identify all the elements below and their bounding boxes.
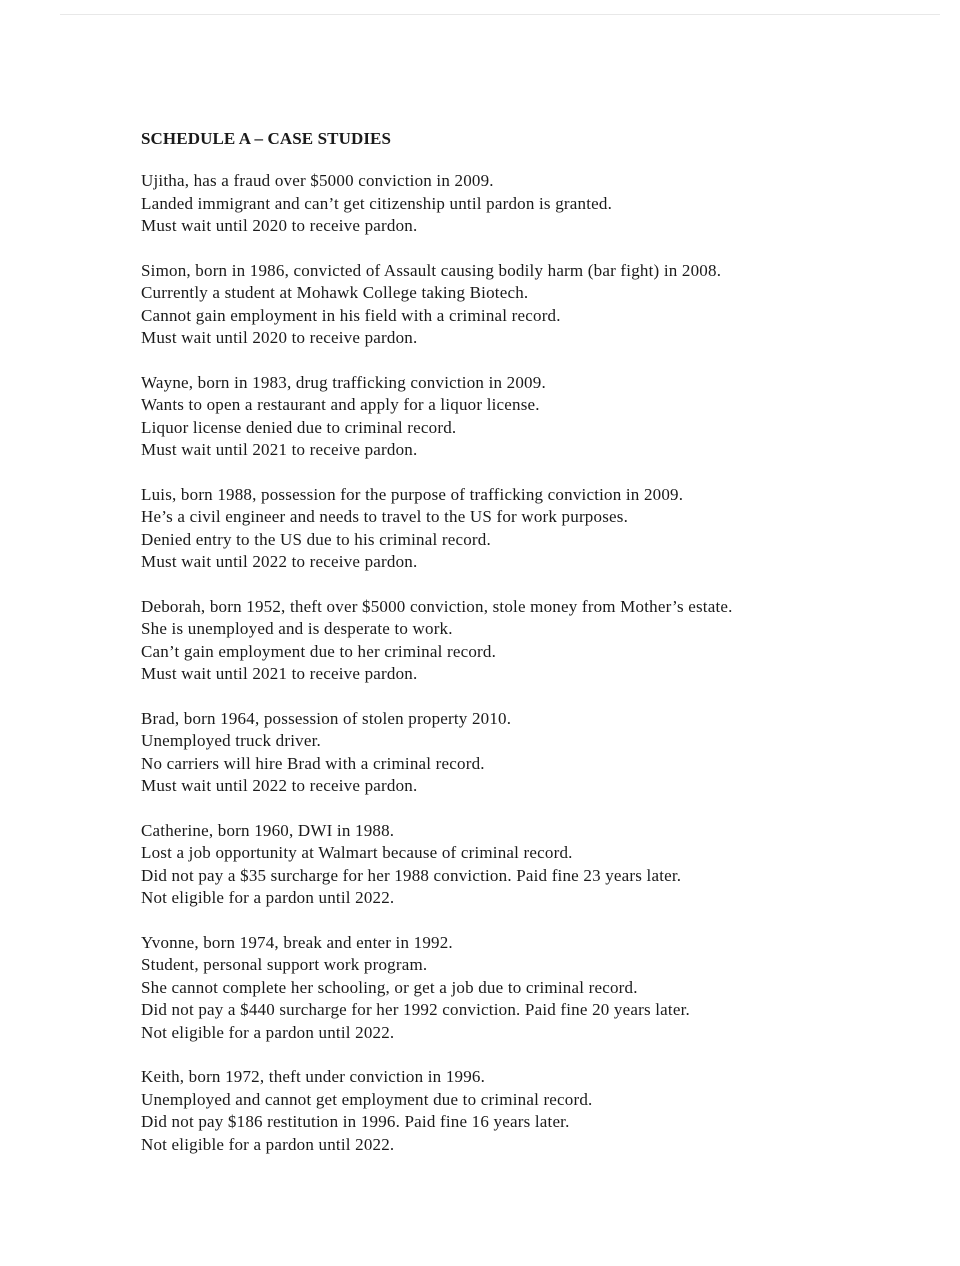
case-study-luis xyxy=(141,484,861,574)
case-line: Deborah, born 1952, theft over $5000 conviction, stole money from Mother’s estate. xyxy=(141,596,733,616)
case-line: Did not pay a $440 surcharge for her 1992 conviction. Paid fine 20 years later. xyxy=(141,1000,690,1019)
case-line: Denied entry to the US due to his criminal record. xyxy=(141,529,491,549)
case-line: Not eligible for a pardon until 2022. xyxy=(141,888,395,907)
scan-edge-line xyxy=(60,14,940,15)
document-body xyxy=(141,128,861,1178)
case-line: He’s a civil engineer and needs to travel to the US for work purposes. xyxy=(141,507,629,526)
case-line: Luis, born 1988, possession for the purpose of trafficking conviction in 2009. xyxy=(141,484,684,504)
case-line: Keith, born 1972, theft under conviction in 1996. xyxy=(141,1067,486,1086)
case-line: Currently a student at Mohawk College taking Biotech. xyxy=(141,283,529,302)
case-study-deborah xyxy=(141,596,861,686)
case-line: She cannot complete her schooling, or get a job due to criminal record. xyxy=(141,977,638,997)
case-line: Yvonne, born 1974, break and enter in 1992. xyxy=(141,932,453,952)
case-line: Wants to open a restaurant and apply for a liquor license. xyxy=(141,395,540,414)
case-line: Ujitha, has a fraud over $5000 conviction in 2009. xyxy=(141,171,494,190)
case-line: Must wait until 2022 to receive pardon. xyxy=(141,776,418,795)
case-line: Lost a job opportunity at Walmart because of criminal record. xyxy=(141,843,573,862)
case-line: Simon, born in 1986, convicted of Assault causing bodily harm (bar fight) in 2008. xyxy=(141,260,722,280)
case-line: Unemployed and cannot get employment due to criminal record. xyxy=(141,1089,593,1109)
case-study-simon xyxy=(141,260,861,350)
case-line: Must wait until 2020 to receive pardon. xyxy=(141,328,418,347)
case-line: Unemployed truck driver. xyxy=(141,731,321,750)
case-study-wayne xyxy=(141,372,861,462)
case-line: Must wait until 2020 to receive pardon. xyxy=(141,216,418,235)
case-line: Must wait until 2021 to receive pardon. xyxy=(141,664,418,683)
page-title: SCHEDULE A – CASE STUDIES xyxy=(141,129,392,148)
case-line: Not eligible for a pardon until 2022. xyxy=(141,1134,395,1154)
case-line: Must wait until 2022 to receive pardon. xyxy=(141,552,418,571)
case-line: Student, personal support work program. xyxy=(141,955,428,974)
case-study-keith xyxy=(141,1066,861,1156)
case-line: Did not pay $186 restitution in 1996. Paid fine 16 years later. xyxy=(141,1112,570,1131)
case-line: Cannot gain employment in his field with a criminal record. xyxy=(141,305,561,325)
case-line: Can’t gain employment due to her criminal record. xyxy=(141,641,497,661)
case-study-yvonne xyxy=(141,932,861,1045)
case-line: Catherine, born 1960, DWI in 1988. xyxy=(141,820,395,840)
case-line: No carriers will hire Brad with a criminal record. xyxy=(141,753,485,773)
case-line: Liquor license denied due to criminal record. xyxy=(141,417,457,437)
case-line: She is unemployed and is desperate to work. xyxy=(141,619,453,638)
case-line: Must wait until 2021 to receive pardon. xyxy=(141,440,418,459)
case-study-brad xyxy=(141,708,861,798)
case-line: Did not pay a $35 surcharge for her 1988 conviction. Paid fine 23 years later. xyxy=(141,865,682,885)
case-line: Not eligible for a pardon until 2022. xyxy=(141,1022,395,1042)
case-study-catherine xyxy=(141,820,861,910)
case-study-ujitha xyxy=(141,170,861,238)
case-line: Wayne, born in 1983, drug trafficking conviction in 2009. xyxy=(141,372,546,392)
case-line: Brad, born 1964, possession of stolen property 2010. xyxy=(141,708,512,728)
case-line: Landed immigrant and can’t get citizenship until pardon is granted. xyxy=(141,193,613,213)
